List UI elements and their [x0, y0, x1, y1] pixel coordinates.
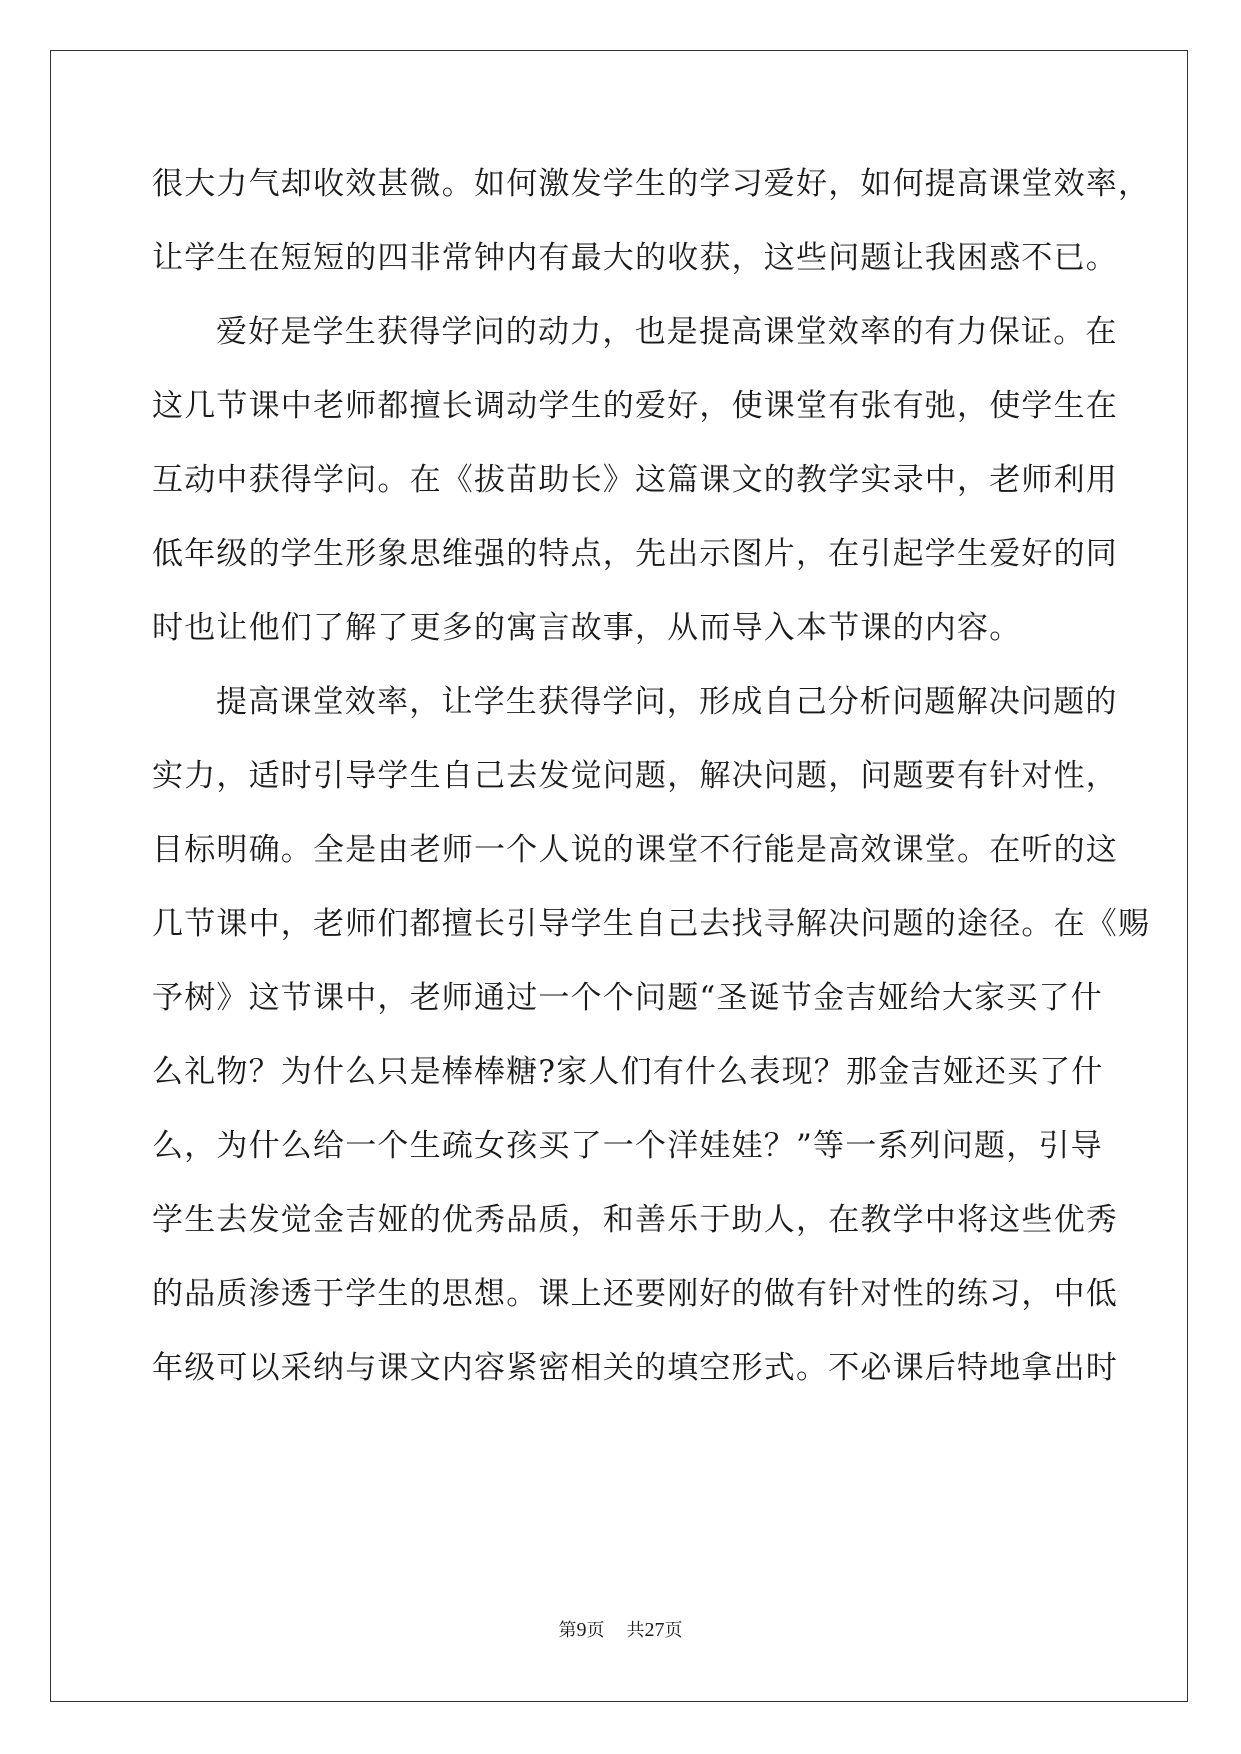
document-body — [152, 152, 1151, 1410]
page-footer — [0, 1616, 1241, 1642]
text-line: 这几节课中老师都擅长调动学生的爱好，使课堂有张有弛，使学生在 — [152, 388, 1118, 424]
text-line: 么，为什么给一个生疏女孩买了一个洋娃娃？”等一系列问题，引导 — [152, 1128, 1103, 1164]
paragraph-start-line: 爱好是学生获得学问的动力，也是提高课堂效率的有力保证。在 — [216, 314, 1118, 350]
text-line: 的品质渗透于学生的思想。课上还要刚好的做有针对性的练习，中低 — [152, 1276, 1118, 1312]
text-line: 几节课中，老师们都擅长引导学生自己去找寻解决问题的途径。在《赐 — [152, 906, 1151, 942]
text-line: 让学生在短短的四非常钟内有最大的收获，这些问题让我困惑不已。 — [152, 240, 1118, 276]
page-suffix: 页 — [586, 1620, 605, 1641]
total-prefix: 共 — [626, 1620, 645, 1641]
text-line: 低年级的学生形象思维强的特点，先出示图片，在引起学生爱好的同 — [152, 536, 1118, 572]
page-number: 9 — [576, 1619, 587, 1641]
text-line: 时也让他们了解了更多的寓言故事，从而导入本节课的内容。 — [152, 610, 1022, 646]
total-suffix: 页 — [664, 1620, 683, 1641]
total-pages: 27 — [644, 1619, 665, 1641]
text-line: 学生去发觉金吉娅的优秀品质，和善乐于助人，在教学中将这些优秀 — [152, 1202, 1118, 1238]
paragraph-start-line: 提高课堂效率，让学生获得学问，形成自己分析问题解决问题的 — [216, 684, 1118, 720]
text-line: 很大力气却收效甚微。如何激发学生的学习爱好，如何提高课堂效率， — [152, 166, 1151, 202]
text-line: 实力，适时引导学生自己去发觉问题，解决问题，问题要有针对性， — [152, 758, 1118, 794]
text-line: 目标明确。全是由老师一个人说的课堂不行能是高效课堂。在听的这 — [152, 832, 1118, 868]
page-prefix: 第 — [558, 1620, 577, 1641]
text-line: 年级可以采纳与课文内容紧密相关的填空形式。不必课后特地拿出时 — [152, 1350, 1118, 1386]
text-line: 么礼物？为什么只是棒棒糖?家人们有什么表现？那金吉娅还买了什 — [152, 1054, 1104, 1090]
text-line: 予树》这节课中，老师通过一个个问题“圣诞节金吉娅给大家买了什 — [152, 980, 1103, 1016]
text-line: 互动中获得学问。在《拔苗助长》这篇课文的教学实录中，老师利用 — [152, 462, 1118, 498]
